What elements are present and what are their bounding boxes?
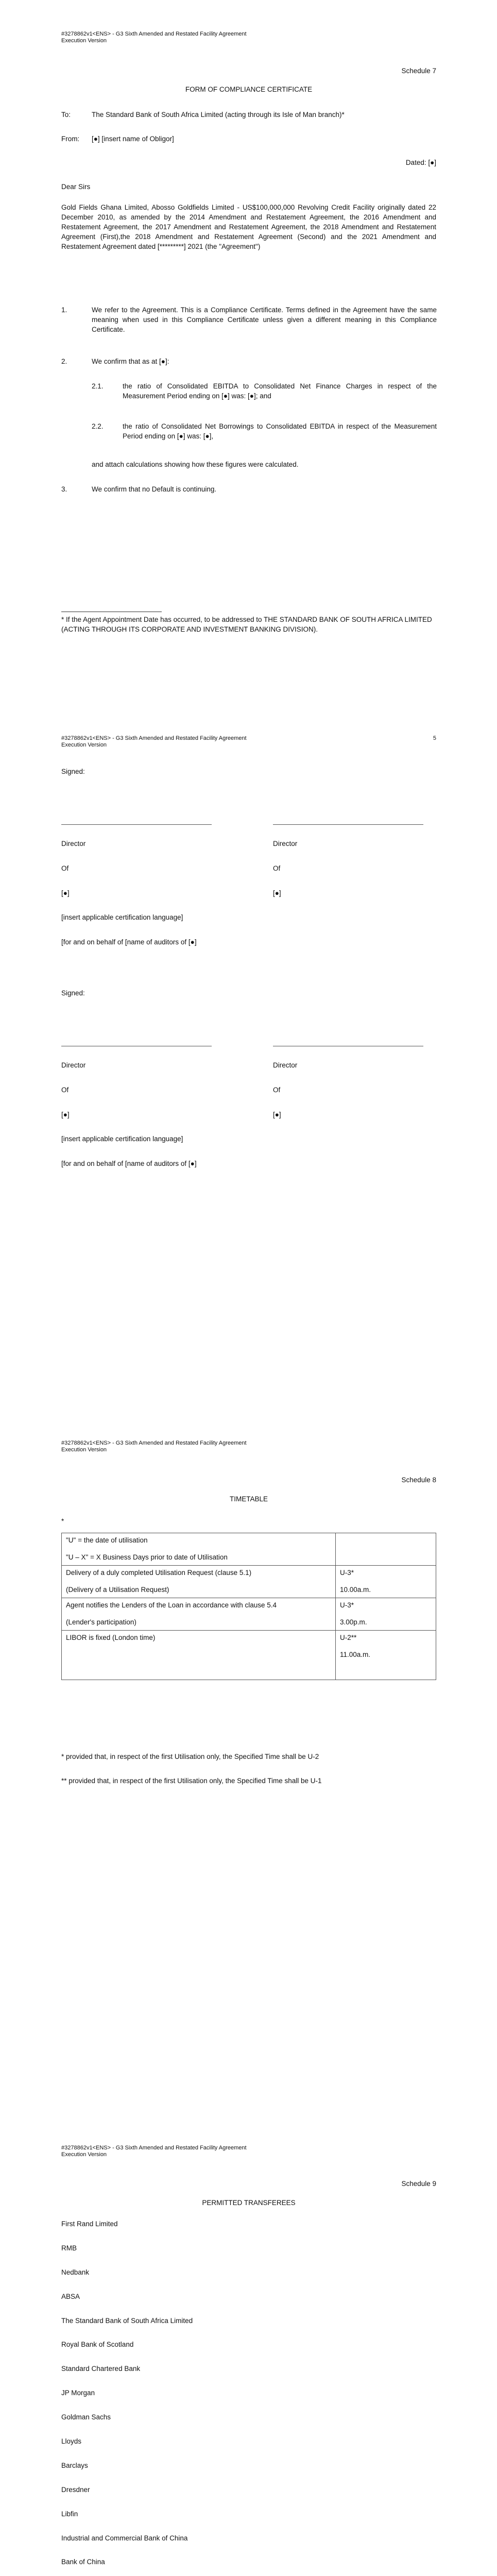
item-number: 1. [61, 306, 67, 314]
signatory-of: Of [61, 865, 69, 872]
document-header [61, 2145, 370, 2158]
list-item: RMB [61, 2244, 77, 2252]
auditors-line: [for and on behalf of [name of auditors of [●] [61, 1160, 197, 1167]
list-item: Goldman Sachs [61, 2413, 111, 2421]
intro-paragraph: Gold Fields Ghana Limited, Abosso Goldfields Limited - US$100,000,000 Revolving Credit Facility originally dated 22 December 2010, as amended by the 2014 Amendment and Restatement Agreement, the 2016 Amendment and Restatement Agreement, the 2017 Amendment and Restatement Agreement, the 2018 Amendment and Restatement Agreement (First),the 2018 Amendment and Restatement Agreement (Second) and the 2021 Amendment and Restatement Agreement dated [*********] 2021 (the "Agreement") [61, 204, 436, 250]
cell-text: U-3* [340, 1569, 354, 1577]
table-cell [62, 1533, 336, 1566]
schedule-title: TIMETABLE [229, 1495, 268, 1503]
salutation: Dear Sirs [61, 183, 91, 191]
signatory-of: Of [61, 1086, 69, 1094]
header-version: Execution Version [61, 2151, 107, 2158]
permitted-transferees-list [61, 2219, 436, 2576]
schedule-label: Schedule 7 [401, 67, 436, 75]
list-item: Bank of China [61, 2558, 105, 2566]
timetable-note: * provided that, in respect of the first Utilisation only, the Specified Time shall be U-2 [61, 1753, 319, 1760]
document-header [61, 31, 370, 44]
timetable-note: ** provided that, in respect of the first Utilisation only, the Specified Time shall be U-1 [61, 1777, 322, 1785]
signatory-role: Director [61, 1061, 86, 1069]
list-item: Lloyds [61, 2437, 82, 2446]
signatory-of: Of [273, 865, 281, 872]
table-cell [336, 1598, 436, 1631]
schedule-label: Schedule 8 [401, 1476, 436, 1484]
signatory-name: [●] [273, 1111, 281, 1118]
to-value: The Standard Bank of South Africa Limited (acting through its Isle of Man branch)* [92, 111, 345, 118]
subitem-text: the ratio of Consolidated EBITDA to Consolidated Net Finance Charges in respect of the Measurement Period ending on [●] was: [●]; and [123, 382, 437, 400]
list-item: Barclays [61, 2461, 88, 2469]
auditors-line: [for and on behalf of [name of auditors of [●] [61, 938, 197, 946]
signatory-role: Director [273, 1061, 298, 1069]
cell-text: (Lender's participation) [66, 1618, 136, 1626]
signatory-name: [●] [273, 889, 281, 897]
list-item: Industrial and Commercial Bank of China [61, 2534, 188, 2542]
cell-text: (Delivery of a Utilisation Request) [66, 1586, 169, 1594]
signature-line [273, 824, 423, 825]
list-item: First Rand Limited [61, 2220, 118, 2228]
header-version: Execution Version [61, 742, 107, 748]
item-text: We confirm that as at [●]: [92, 358, 169, 365]
cell-text: LIBOR is fixed (London time) [66, 1634, 156, 1641]
header-reference: #3278862v1<ENS> - G3 Sixth Amended and Restated Facility Agreement [61, 31, 247, 37]
from-label: From: [61, 135, 80, 143]
table-cell [336, 1631, 436, 1680]
footnote: * If the Agent Appointment Date has occurred, to be addressed to THE STANDARD BANK OF SOUTH AFRICA LIMITED (ACTING THROUGH ITS CORPORATE AND INVESTMENT BANKING DIVISION). [61, 616, 432, 633]
certification-language: [insert applicable certification language] [61, 1135, 183, 1143]
document-header [61, 1440, 370, 1453]
item-number: 2. [61, 358, 67, 365]
signatory-name: [●] [61, 1111, 70, 1118]
table-row [62, 1566, 436, 1598]
cell-text: 11.00a.m. [340, 1651, 371, 1658]
subitem-number: 2.1. [92, 382, 104, 390]
list-item: Dresdner [61, 2485, 90, 2494]
schedule-label: Schedule 9 [401, 2180, 436, 2188]
cell-text: 3.00p.m. [340, 1618, 367, 1626]
cell-text: Agent notifies the Lenders of the Loan in accordance with clause 5.4 [66, 1601, 277, 1609]
cell-text: U-3* [340, 1601, 354, 1609]
attach-calculations-text: and attach calculations showing how these figures were calculated. [92, 461, 299, 468]
table-cell [336, 1533, 436, 1566]
signed-label: Signed: [61, 989, 85, 997]
cell-text: "U" = the date of utilisation [66, 1536, 148, 1544]
subitem-text: the ratio of Consolidated Net Borrowings to Consolidated EBITDA in respect of the Measurement Period ending on [●] was: [●], [123, 422, 437, 440]
table-row [62, 1533, 436, 1566]
list-item: JP Morgan [61, 2389, 95, 2397]
list-item: Standard Chartered Bank [61, 2365, 141, 2373]
cell-text: 10.00a.m. [340, 1586, 371, 1594]
schedule-title: FORM OF COMPLIANCE CERTIFICATE [185, 86, 313, 93]
table-row [62, 1598, 436, 1631]
signatory-role: Director [273, 840, 298, 848]
cell-text: "U – X" = X Business Days prior to date of Utilisation [66, 1553, 228, 1561]
list-item: Royal Bank of Scotland [61, 2341, 134, 2349]
header-version: Execution Version [61, 1447, 107, 1453]
header-reference: #3278862v1<ENS> - G3 Sixth Amended and Restated Facility Agreement [61, 2145, 247, 2151]
table-cell [62, 1631, 336, 1680]
subitem-number: 2.2. [92, 422, 104, 430]
signatory-name: [●] [61, 889, 70, 897]
list-item: The Standard Bank of South Africa Limited [61, 2316, 193, 2325]
list-item: Libfin [61, 2510, 78, 2518]
signature-line [61, 824, 212, 825]
cell-text: Delivery of a duly completed Utilisation Request (clause 5.1) [66, 1569, 252, 1577]
signatory-of: Of [273, 1086, 281, 1094]
marker: * [61, 1517, 64, 1525]
item-text: We confirm that no Default is continuing. [92, 485, 217, 493]
item-number: 3. [61, 485, 67, 493]
to-label: To: [61, 111, 71, 118]
signatory-role: Director [61, 840, 86, 848]
list-item: ABSA [61, 2292, 80, 2300]
cell-text: U-2** [340, 1634, 357, 1641]
table-cell [62, 1566, 336, 1598]
page-number: 5 [433, 735, 436, 741]
table-cell [336, 1566, 436, 1598]
timetable [61, 1533, 436, 1680]
signed-label: Signed: [61, 768, 85, 775]
from-value: [●] [insert name of Obligor] [92, 135, 174, 143]
schedule-title: PERMITTED TRANSFEREES [202, 2199, 296, 2207]
certification-language: [insert applicable certification language] [61, 913, 183, 921]
table-row [62, 1631, 436, 1680]
dated-field: Dated: [●] [405, 159, 436, 166]
table-cell [62, 1598, 336, 1631]
list-item: Nedbank [61, 2268, 90, 2276]
header-reference: #3278862v1<ENS> - G3 Sixth Amended and Restated Facility Agreement [61, 1440, 247, 1446]
header-reference: #3278862v1<ENS> - G3 Sixth Amended and Restated Facility Agreement [61, 735, 247, 741]
header-version: Execution Version [61, 38, 107, 44]
item-text: We refer to the Agreement. This is a Compliance Certificate. Terms defined in the Agreement have the same meaning when used in this Compliance Certificate unless given a different meaning in this Compliance Certificate. [92, 306, 437, 333]
